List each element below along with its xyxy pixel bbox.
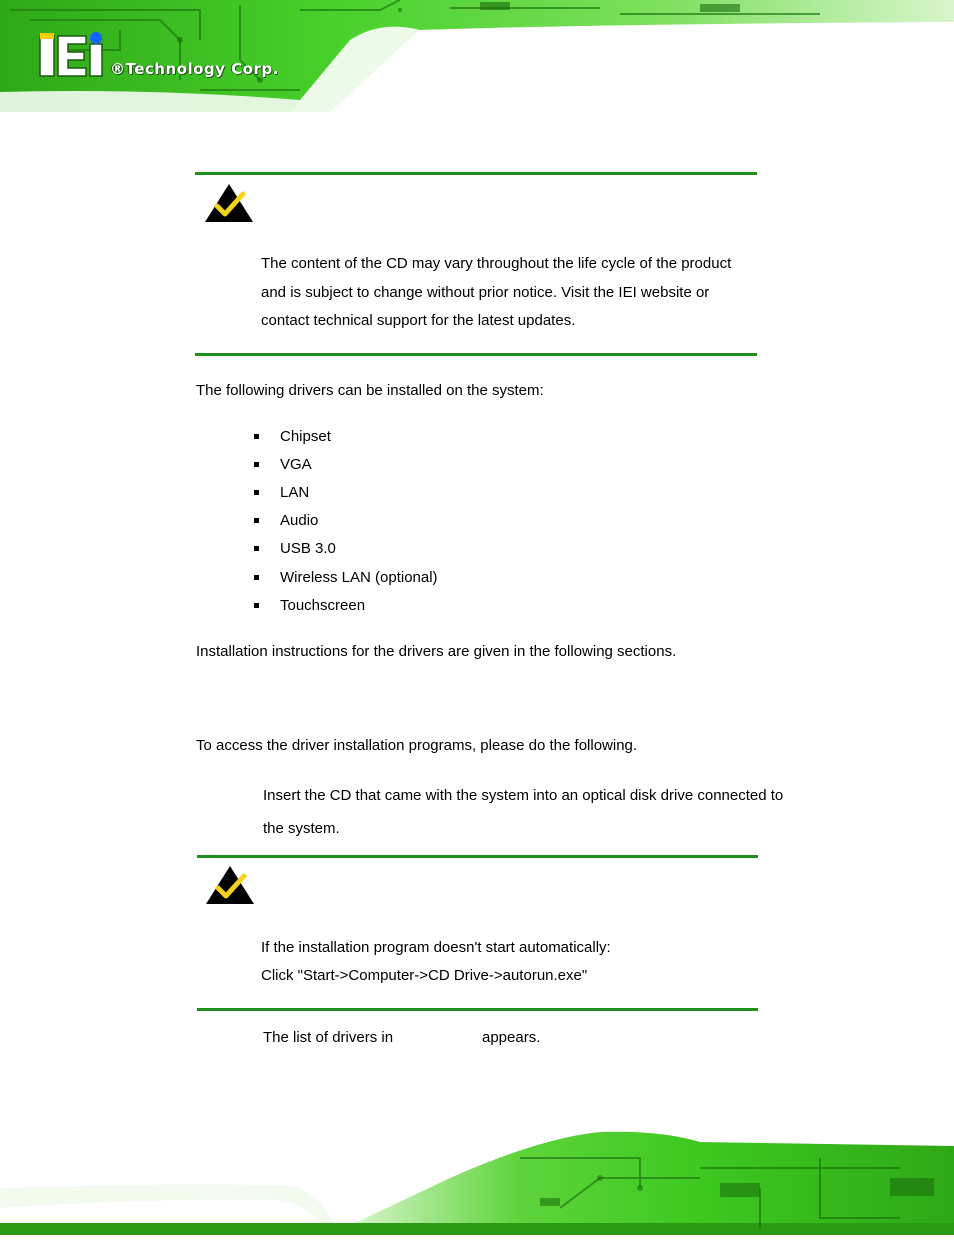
bullet-icon [254,546,259,551]
circuit-board-footer-graphic [0,1128,954,1235]
note-line: If the installation program doesn't start automatically: [261,939,611,956]
list-item: Audio [280,512,319,529]
header-banner [0,0,954,112]
list-item: Chipset [280,428,331,445]
check-note-icon [204,864,256,906]
iei-logo [40,32,102,76]
note-line: The content of the CD may vary throughout the life cycle of the product [261,255,732,272]
step-1-line-2: the system. [263,820,340,837]
bullet-icon [254,490,259,495]
instructions-text: Installation instructions for the drivers are given in the following sections. [196,643,677,660]
bullet-icon [254,518,259,523]
note-line: and is subject to change without prior notice. Visit the IEI website or [261,283,710,301]
note-text [261,250,749,336]
list-item: VGA [280,456,312,473]
bullet-icon [254,603,259,608]
step-1-line-1: Insert the CD that came with the system into an optical disk drive connected to [263,787,784,804]
step-2-part-2: appears. [482,1029,541,1046]
list-item: Wireless LAN (optional) [280,569,438,586]
access-text: To access the driver installation programs, please do the following. [196,737,638,754]
footer-banner [0,1128,954,1235]
bullet-icon [254,462,259,467]
note-top-rule [195,172,757,175]
bullet-icon [254,434,259,439]
note-bottom-rule [197,1008,758,1011]
bullet-icon [254,575,259,580]
note-top-rule [197,855,758,858]
list-item: LAN [280,484,310,501]
list-item: USB 3.0 [280,540,336,557]
drivers-intro: The following drivers can be installed on the system: [196,382,544,399]
check-note-icon [203,182,255,224]
circuit-board-header-graphic [0,0,954,112]
step-2-part-1: The list of drivers in [263,1029,394,1046]
company-name: ®Technology Corp. [110,60,279,78]
list-item: Touchscreen [280,597,366,614]
note-line: Click "Start->Computer->CD Drive->autorun.exe" [261,967,588,984]
note-bottom-rule [195,353,757,356]
note-line: contact technical support for the latest updates. [261,312,576,329]
